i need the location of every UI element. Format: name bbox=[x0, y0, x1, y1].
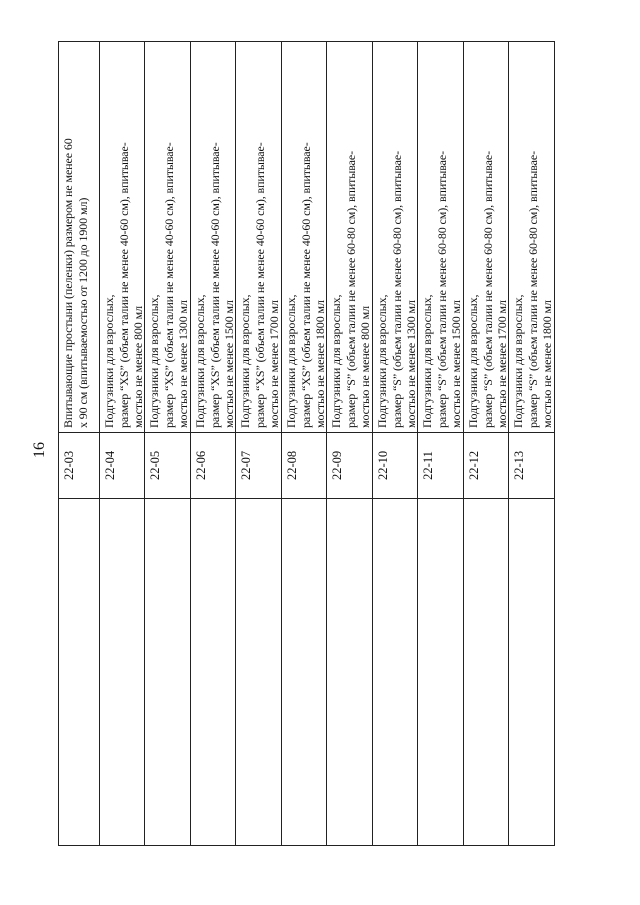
description-line: мостью не менее 1800 мл bbox=[313, 300, 327, 429]
table-row bbox=[418, 42, 464, 845]
description-line: Подгузники для взрослых, bbox=[238, 294, 252, 429]
description-line: Подгузники для взрослых, bbox=[102, 294, 116, 429]
description-line: размер “XS” (объем талии не менее 40-60 см), впитывае- bbox=[116, 142, 131, 429]
table-row bbox=[373, 42, 418, 845]
table-cell-code: 22-07 bbox=[236, 432, 281, 498]
description-line: Впитывающие простыни (пеленки) размером не менее 60 bbox=[61, 138, 75, 429]
table-cell-code: 22-04 bbox=[100, 432, 144, 498]
table-row bbox=[327, 42, 373, 845]
table-cell-empty bbox=[418, 498, 463, 845]
table-row bbox=[145, 42, 191, 845]
table-row bbox=[509, 42, 554, 845]
table-cell-description bbox=[509, 42, 554, 432]
page-number: 16 bbox=[31, 442, 48, 458]
description-line: мостью не менее 1800 мл bbox=[540, 300, 554, 429]
table-row bbox=[282, 42, 327, 845]
table-row bbox=[191, 42, 236, 845]
table-cell-description bbox=[191, 42, 235, 432]
table-cell-description bbox=[327, 42, 372, 432]
table-cell-empty bbox=[59, 498, 99, 845]
description-line: мостью не менее 800 мл bbox=[358, 306, 372, 429]
table-cell-description bbox=[59, 42, 99, 432]
description-line: мостью не менее 800 мл bbox=[131, 306, 145, 429]
description-line: мостью не менее 1300 мл bbox=[176, 300, 190, 429]
table-cell-code: 22-08 bbox=[282, 432, 326, 498]
table-cell-description bbox=[145, 42, 190, 432]
description-line: мостью не менее 1300 мл bbox=[404, 300, 418, 429]
description-line: мостью не менее 1700 мл bbox=[267, 300, 281, 429]
description-line: размер “S” (объем талии не менее 60-80 см), впитывае- bbox=[525, 150, 540, 429]
table-row bbox=[100, 42, 145, 845]
description-line: размер “XS” (объем талии не менее 40-60 см), впитывае- bbox=[298, 142, 313, 429]
table-cell-code: 22-05 bbox=[145, 432, 190, 498]
description-line: Подгузники для взрослых, bbox=[420, 294, 434, 429]
table-cell-code: 22-11 bbox=[418, 432, 463, 498]
table-cell-empty bbox=[373, 498, 417, 845]
table-cell-code: 22-03 bbox=[59, 432, 99, 498]
rotated-table-container bbox=[58, 41, 555, 846]
table-cell-description bbox=[418, 42, 463, 432]
table-cell-empty bbox=[464, 498, 508, 845]
description-line: х 90 см (впитываемостью от 1200 до 1900 мл) bbox=[75, 197, 90, 429]
description-line: Подгузники для взрослых, bbox=[466, 294, 480, 429]
description-line: Подгузники для взрослых, bbox=[147, 294, 161, 429]
table-cell-empty bbox=[191, 498, 235, 845]
table-row bbox=[59, 42, 100, 845]
table-cell-empty bbox=[236, 498, 281, 845]
description-line: мостью не менее 1500 мл bbox=[222, 300, 236, 429]
table-cell-code: 22-09 bbox=[327, 432, 372, 498]
table-cell-code: 22-06 bbox=[191, 432, 235, 498]
table-cell-description bbox=[373, 42, 417, 432]
description-line: мостью не менее 1700 мл bbox=[495, 300, 509, 429]
description-line: Подгузники для взрослых, bbox=[284, 294, 298, 429]
table-row bbox=[236, 42, 282, 845]
document-table-area bbox=[58, 41, 555, 846]
table-cell-description bbox=[282, 42, 326, 432]
table-cell-code: 22-10 bbox=[373, 432, 417, 498]
table-cell-code: 22-13 bbox=[509, 432, 554, 498]
table-cell-empty bbox=[509, 498, 554, 845]
description-line: размер “S” (объем талии не менее 60-80 см), впитывае- bbox=[343, 150, 358, 429]
table-cell-description bbox=[100, 42, 144, 432]
description-line: размер “XS” (объем талии не менее 40-60 см), впитывае- bbox=[161, 142, 176, 429]
description-line: размер “XS” (объем талии не менее 40-60 см), впитывае- bbox=[207, 142, 222, 429]
table-row bbox=[464, 42, 509, 845]
description-line: Подгузники для взрослых, bbox=[329, 294, 343, 429]
description-line: размер “S” (объем талии не менее 60-80 см), впитывае- bbox=[389, 150, 404, 429]
description-line: размер “S” (объем талии не менее 60-80 см), впитывае- bbox=[480, 150, 495, 429]
table-cell-empty bbox=[145, 498, 190, 845]
table-cell-description bbox=[236, 42, 281, 432]
table-cell-code: 22-12 bbox=[464, 432, 508, 498]
description-line: мостью не менее 1500 мл bbox=[449, 300, 463, 429]
description-line: Подгузники для взрослых, bbox=[193, 294, 207, 429]
description-line: размер “XS” (объем талии не менее 40-60 см), впитывае- bbox=[252, 142, 267, 429]
description-line: размер “S” (объем талии не менее 60-80 см), впитывае- bbox=[434, 150, 449, 429]
table-cell-empty bbox=[100, 498, 144, 845]
description-line: Подгузники для взрослых, bbox=[511, 294, 525, 429]
product-table bbox=[58, 41, 555, 846]
table-cell-empty bbox=[327, 498, 372, 845]
table-cell-description bbox=[464, 42, 508, 432]
table-cell-empty bbox=[282, 498, 326, 845]
description-line: Подгузники для взрослых, bbox=[375, 294, 389, 429]
